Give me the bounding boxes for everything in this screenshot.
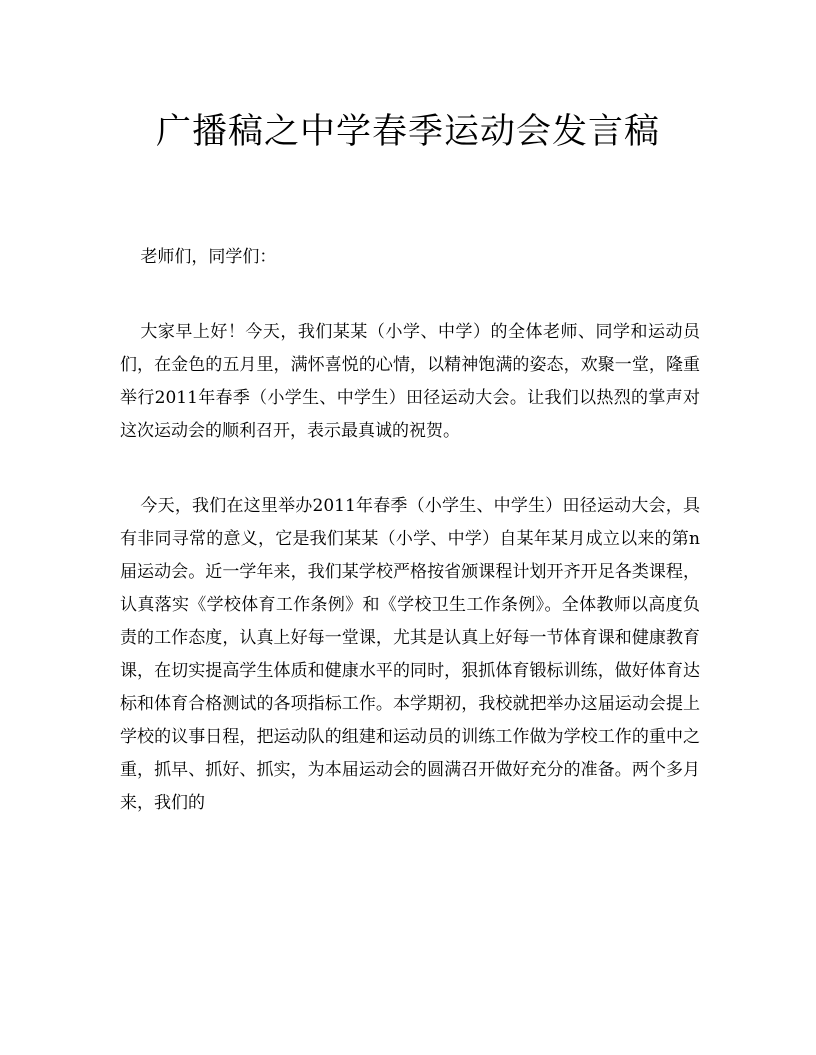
- document-body: [120, 241, 700, 820]
- document-title: 广播稿之中学春季运动会发言稿: [155, 112, 660, 152]
- paragraph-2: 今天，我们在这里举办2011年春季（小学生、中学生）田径运动大会，具有非同寻常的意义，它是我们某某（小学、中学）自某年某月成立以来的第n届运动会。近一学年来，我们某学校严格按省颁课程计划开齐开足各类课程，认真落实《学校体育工作条例》和《学校卫生工作条例》。全体教师以高度负责的工作态度，认真上好每一堂课，尤其是认真上好每一节体育课和健康教育课，在切实提高学生体质和健康水平的同时，狠抓体育锻标训练，做好体育达标和体育合格测试的各项指标工作。本学期初，我校就把举办这届运动会提上学校的议事日程，把运动队的组建和运动员的训练工作做为学校工作的重中之重，抓早、抓好、抓实，为本届运动会的圆满召开做好充分的准备。两个多月来，我们的: [120, 496, 700, 813]
- paragraph-1: 大家早上好！今天，我们某某（小学、中学）的全体老师、同学和运动员们，在金色的五月里，满怀喜悦的心情，以精神饱满的姿态，欢聚一堂，隆重举行2011年春季（小学生、中学生）田径运动大会。让我们以热烈的掌声对这次运动会的顺利召开，表示最真诚的祝贺。: [120, 322, 700, 441]
- greeting-line: 老师们，同学们：: [140, 247, 277, 267]
